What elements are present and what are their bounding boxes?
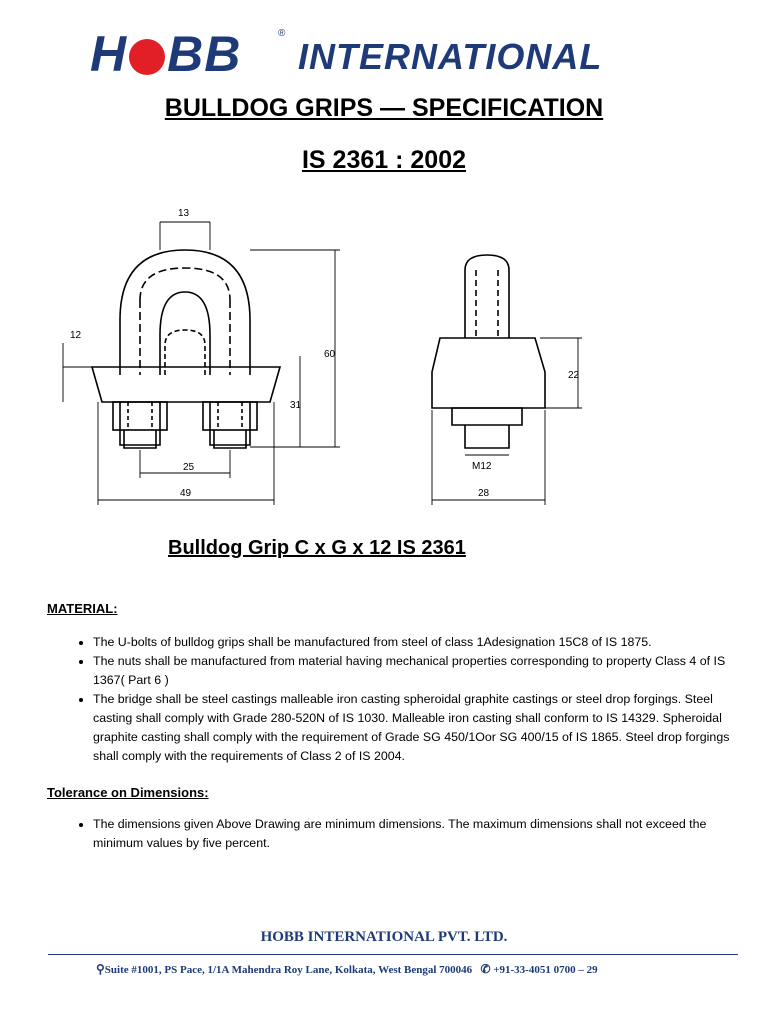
document-title: BULLDOG GRIPS — SPECIFICATION	[164, 94, 604, 122]
side-u-bolt	[465, 255, 509, 338]
list-item: • The nuts shall be manufactured from material having mechanical properties corresponding to property Class 4 of IS 1367( Part 6 )	[93, 652, 753, 690]
bulldog-grip-drawing	[0, 196, 768, 516]
registered-mark: ®	[278, 28, 286, 39]
side-bridge	[432, 338, 545, 408]
logo-wordmark: H BB	[90, 26, 242, 82]
dim-25: 25	[183, 462, 195, 473]
front-view	[63, 222, 340, 505]
tolerance-heading: Tolerance on Dimensions:	[47, 785, 209, 800]
footer-contact	[96, 962, 598, 977]
logo-red-dot	[129, 39, 165, 75]
dim-31: 31	[290, 400, 302, 411]
footer-phone: +91-33-4051 0700 – 29	[493, 964, 598, 976]
u-bolt-centerline	[140, 300, 230, 375]
dim-49: 49	[180, 488, 192, 499]
material-list	[70, 633, 753, 766]
tolerance-list	[70, 815, 753, 853]
saddle-groove	[165, 330, 205, 375]
u-bolt-inner	[160, 292, 210, 375]
dim-m12: M12	[472, 461, 492, 472]
list-item: • The dimensions given Above Drawing are minimum dimensions. The maximum dimensions shall not exceed the minimum values by five percent.	[93, 815, 753, 853]
dim-22: 22	[568, 370, 580, 381]
nut-right	[203, 402, 257, 430]
drawing-caption: Bulldog Grip C x G x 12 IS 2361	[168, 537, 466, 559]
phone-icon: ✆	[480, 962, 491, 976]
dim-60: 60	[324, 349, 336, 360]
footer-address: Suite #1001, PS Pace, 1/1A Mahendra Roy Lane, Kolkata, West Bengal 700046	[104, 964, 473, 976]
side-nut	[452, 408, 522, 425]
footer-company: HOBB INTERNATIONAL PVT. LTD.	[260, 929, 508, 945]
dim-28: 28	[478, 488, 490, 499]
material-heading: MATERIAL:	[47, 601, 118, 616]
standard-number: IS 2361 : 2002	[301, 146, 466, 174]
stud-legs	[120, 402, 250, 445]
logo-international: INTERNATIONAL	[298, 36, 603, 77]
map-pin-icon: ⚲	[96, 962, 105, 976]
list-item: • The bridge shall be steel castings malleable iron casting spheroidal graphite castings or steel drop forgings. Steel casting shall comply with Grade 280-520N of IS 1030. Malleable iron casting shall conform to IS 14329. Spheroidal graphite casting shall comply with the requirement of Grade SG 450/1Oor SG 400/15 of IS 1865. Steel drop forgings shall comply with the requirements of Class 2 of IS 2004.	[93, 690, 753, 766]
company-logo	[0, 24, 768, 84]
footer-divider	[48, 954, 738, 955]
list-item: • The U-bolts of bulldog grips shall be manufactured from steel of class 1Adesignation 15C8 of IS 1875.	[93, 633, 753, 652]
dim-13: 13	[178, 208, 190, 219]
nut-left	[113, 402, 167, 430]
side-view	[432, 255, 582, 505]
dim-12: 12	[70, 330, 82, 341]
